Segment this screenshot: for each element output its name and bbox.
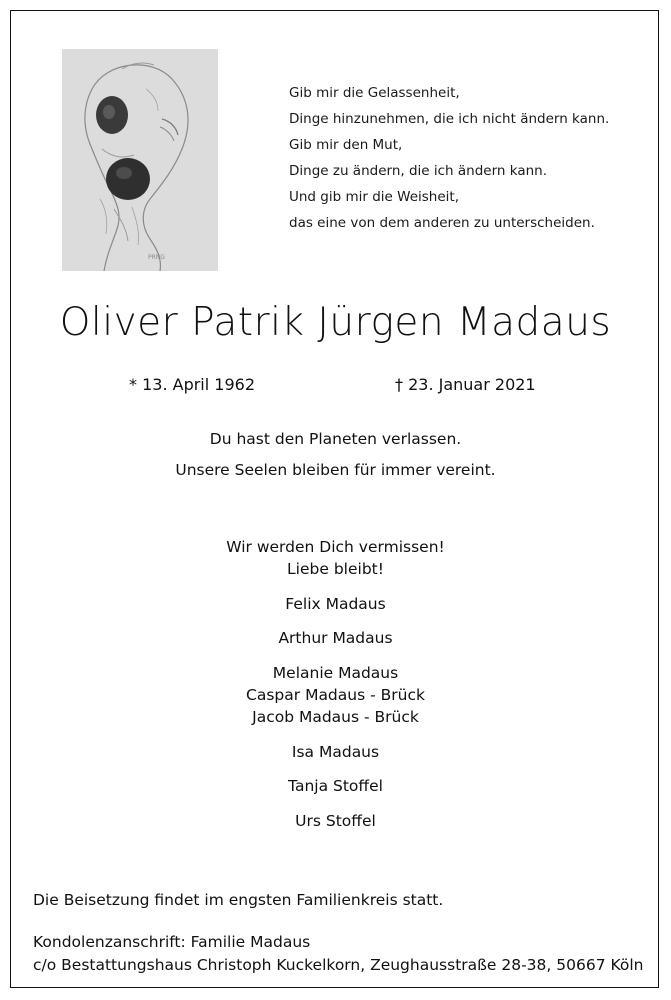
- farewell-line-1: Du hast den Planeten verlassen.: [209, 430, 462, 448]
- poem-line: Und gib mir die Weisheit,: [289, 189, 459, 205]
- poem-line: Dinge hinzunehmen, die ich nicht ändern kann.: [289, 111, 610, 127]
- mourner-name: Melanie Madaus: [272, 664, 399, 682]
- mourner-name: Caspar Madaus - Brück: [246, 686, 425, 704]
- mourner-name: Arthur Madaus: [278, 629, 393, 647]
- condolence-address-line-2: c/o Bestattungshaus Christoph Kuckelkorn, Zeughausstraße 28-38, 50667 Köln: [33, 956, 644, 974]
- poem-line: Gib mir den Mut,: [289, 137, 403, 153]
- farewell-line-2: Unsere Seelen bleiben für immer vereint.: [175, 461, 496, 479]
- deceased-name: Oliver Patrik Jürgen Madaus: [59, 300, 612, 345]
- poem-line: Dinge zu ändern, die ich ändern kann.: [289, 163, 548, 179]
- mourner-name: Felix Madaus: [285, 595, 386, 613]
- condolence-address-line-1: Kondolenzanschrift: Familie Madaus: [33, 933, 311, 951]
- drawing-sketch: [62, 49, 218, 271]
- artist-signature: PRNG: [148, 254, 165, 261]
- poem-line: das eine von dem anderen zu unterscheiden.: [289, 215, 595, 231]
- mourner-name: Jacob Madaus - Brück: [252, 708, 419, 726]
- death-date: † 23. Januar 2021: [395, 375, 536, 394]
- mourner-name: Tanja Stoffel: [288, 777, 383, 795]
- mourner-name: Isa Madaus: [291, 743, 380, 761]
- message-line-1: Wir werden Dich vermissen!: [226, 538, 445, 556]
- mourner-name: Urs Stoffel: [295, 812, 376, 830]
- message-line-2: Liebe bleibt!: [287, 560, 384, 578]
- funeral-note: Die Beisetzung findet im engsten Familienkreis statt.: [33, 891, 444, 909]
- birth-date: * 13. April 1962: [129, 375, 255, 394]
- poem-line: Gib mir die Gelassenheit,: [289, 85, 460, 101]
- serenity-prayer-poem: [289, 80, 629, 236]
- pencil-drawing-image: [62, 49, 218, 271]
